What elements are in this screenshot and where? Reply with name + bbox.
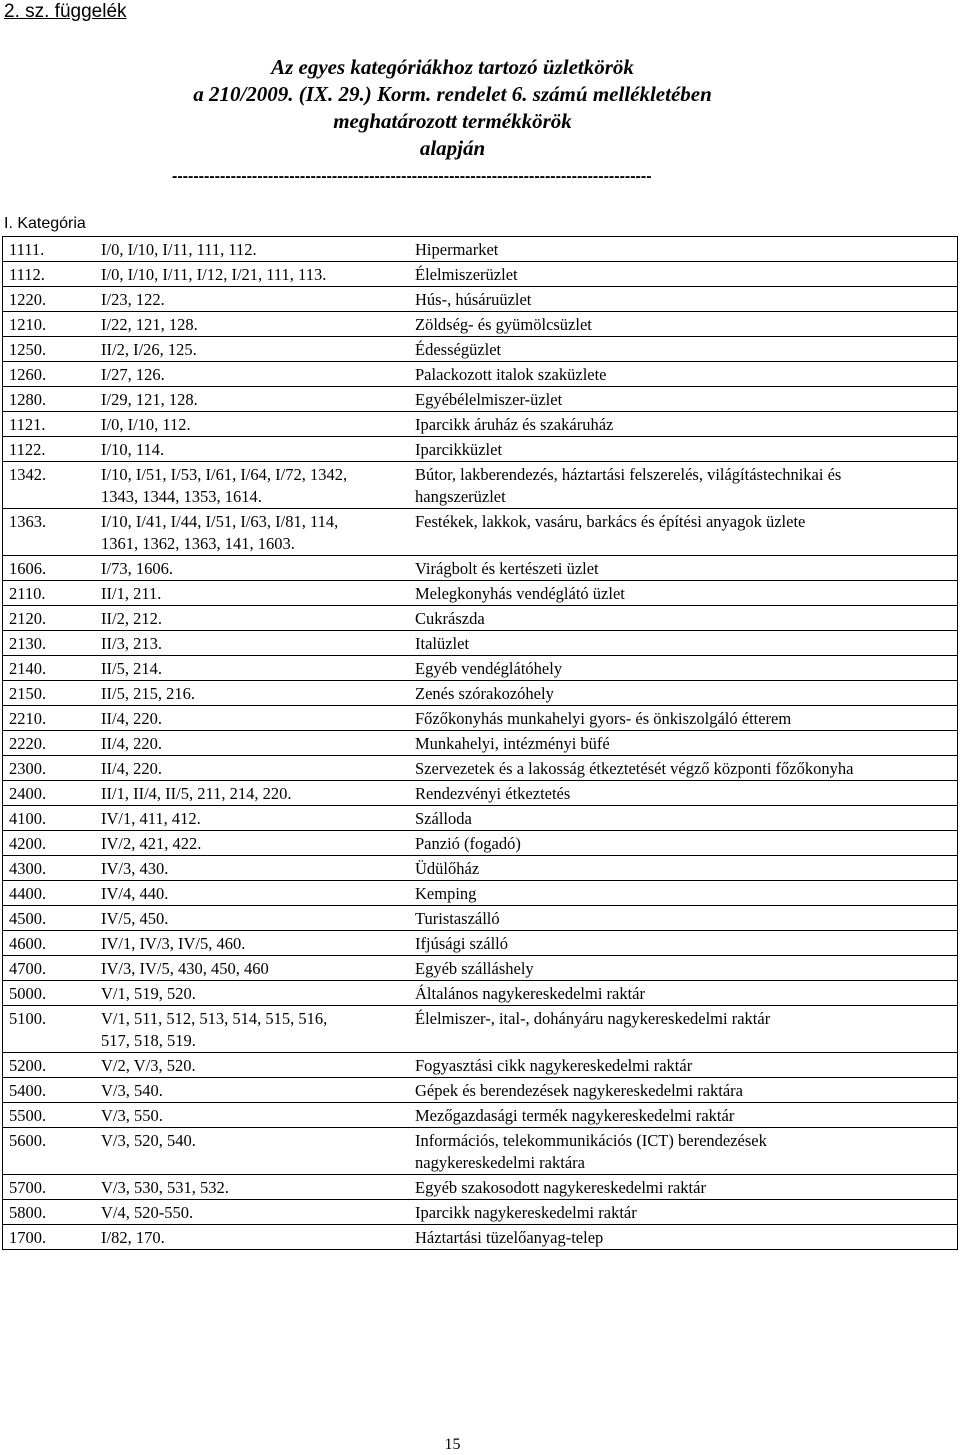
shop-type-line: nagykereskedelmi raktára <box>415 1153 585 1172</box>
table-row <box>3 337 958 362</box>
row-code-text: 1250. <box>9 340 47 359</box>
row-code-text: 5400. <box>9 1081 47 1100</box>
row-shop-type <box>405 1053 958 1078</box>
shop-type-line: Hipermarket <box>415 240 499 259</box>
row-shop-type <box>405 956 958 981</box>
category-table <box>2 236 958 1250</box>
shop-type-line: Mezőgazdasági termék nagykereskedelmi raktár <box>415 1106 735 1125</box>
title-line: Az egyes kategóriákhoz tartozó üzletkörök <box>271 55 634 79</box>
table-row <box>3 1053 958 1078</box>
row-product-groups <box>97 1006 405 1053</box>
title-line: alapján <box>419 136 486 160</box>
row-shop-type <box>405 631 958 656</box>
row-shop-type <box>405 1225 958 1250</box>
row-code <box>3 1103 98 1128</box>
row-product-groups <box>97 412 405 437</box>
shop-type-line: Egyéb szakosodott nagykereskedelmi raktár <box>415 1178 706 1197</box>
row-code-text: 1280. <box>9 390 47 409</box>
title-line: meghatározott termékkörök <box>333 109 572 133</box>
product-group-line: IV/1, IV/3, IV/5, 460. <box>101 934 246 953</box>
page-number: 15 <box>444 1436 461 1453</box>
table-row <box>3 462 958 509</box>
shop-type-line: Gépek és berendezések nagykereskedelmi raktára <box>415 1081 743 1100</box>
shop-type-line: Italüzlet <box>415 634 470 653</box>
row-product-groups <box>97 1078 405 1103</box>
row-code-text: 5800. <box>9 1203 47 1222</box>
row-shop-type <box>405 906 958 931</box>
row-code-text: 4200. <box>9 834 47 853</box>
row-code-text: 5700. <box>9 1178 47 1197</box>
row-code-text: 4100. <box>9 809 47 828</box>
row-code-text: 5100. <box>9 1009 47 1028</box>
shop-type-line: Palackozott italok szaküzlete <box>415 365 607 384</box>
row-code <box>3 681 98 706</box>
row-shop-type <box>405 462 958 509</box>
shop-type-line: Élelmiszerüzlet <box>415 265 518 284</box>
row-shop-type <box>405 337 958 362</box>
product-group-line: IV/1, 411, 412. <box>101 809 201 828</box>
product-group-line: V/4, 520-550. <box>101 1203 194 1222</box>
row-product-groups <box>97 237 405 262</box>
product-group-line: 1361, 1362, 1363, 141, 1603. <box>101 534 295 553</box>
row-code-text: 2130. <box>9 634 47 653</box>
row-code <box>3 956 98 981</box>
table-row <box>3 931 958 956</box>
product-group-line: I/22, 121, 128. <box>101 315 198 334</box>
table-row <box>3 681 958 706</box>
product-group-line: II/4, 220. <box>101 759 162 778</box>
row-shop-type <box>405 556 958 581</box>
row-shop-type <box>405 731 958 756</box>
row-product-groups <box>97 1225 405 1250</box>
row-code <box>3 437 98 462</box>
table-row <box>3 1200 958 1225</box>
row-code-text: 4500. <box>9 909 47 928</box>
row-code <box>3 606 98 631</box>
product-group-line: I/10, I/41, I/44, I/51, I/63, I/81, 114, <box>101 512 339 531</box>
table-row <box>3 1103 958 1128</box>
shop-type-line: Iparcikk áruház és szakáruház <box>415 415 614 434</box>
row-product-groups <box>97 606 405 631</box>
row-shop-type <box>405 1175 958 1200</box>
row-shop-type <box>405 287 958 312</box>
product-group-line: V/3, 530, 531, 532. <box>101 1178 229 1197</box>
row-shop-type <box>405 1006 958 1053</box>
row-product-groups <box>97 462 405 509</box>
row-code <box>3 881 98 906</box>
row-code-text: 2110. <box>9 584 46 603</box>
shop-type-line: Munkahelyi, intézményi büfé <box>415 734 610 753</box>
shop-type-line: Egyéb szálláshely <box>415 959 534 978</box>
row-code-text: 4400. <box>9 884 47 903</box>
row-code <box>3 1078 98 1103</box>
product-group-line: I/10, 114. <box>101 440 165 459</box>
table-row <box>3 856 958 881</box>
table-row <box>3 981 958 1006</box>
row-product-groups <box>97 981 405 1006</box>
row-code <box>3 1175 98 1200</box>
table-row <box>3 756 958 781</box>
row-code-text: 2210. <box>9 709 47 728</box>
product-group-line: II/5, 214. <box>101 659 162 678</box>
shop-type-line: hangszerüzlet <box>415 487 506 506</box>
row-product-groups <box>97 287 405 312</box>
row-code-text: 4700. <box>9 959 47 978</box>
row-product-groups <box>97 1128 405 1175</box>
shop-type-line: Iparcikk nagykereskedelmi raktár <box>415 1203 637 1222</box>
row-product-groups <box>97 906 405 931</box>
table-row <box>3 1128 958 1175</box>
table-row <box>3 781 958 806</box>
shop-type-line: Iparcikküzlet <box>415 440 503 459</box>
table-row <box>3 1175 958 1200</box>
row-shop-type <box>405 681 958 706</box>
row-shop-type <box>405 362 958 387</box>
product-group-line: V/1, 511, 512, 513, 514, 515, 516, <box>101 1009 328 1028</box>
table-row <box>3 237 958 262</box>
row-code-text: 5000. <box>9 984 47 1003</box>
product-group-line: I/82, 170. <box>101 1228 165 1247</box>
product-group-line: II/2, 212. <box>101 609 162 628</box>
row-product-groups <box>97 1103 405 1128</box>
row-product-groups <box>97 1200 405 1225</box>
row-shop-type <box>405 981 958 1006</box>
row-product-groups <box>97 831 405 856</box>
row-product-groups <box>97 631 405 656</box>
row-product-groups <box>97 956 405 981</box>
table-row <box>3 831 958 856</box>
row-product-groups <box>97 437 405 462</box>
product-group-line: IV/2, 421, 422. <box>101 834 202 853</box>
row-code <box>3 581 98 606</box>
row-product-groups <box>97 581 405 606</box>
row-code-text: 1112. <box>9 265 45 284</box>
product-group-line: 517, 518, 519. <box>101 1031 196 1050</box>
product-group-line: V/3, 540. <box>101 1081 163 1100</box>
product-group-line: I/27, 126. <box>101 365 165 384</box>
row-code-text: 1210. <box>9 315 47 334</box>
row-code-text: 1122. <box>9 440 46 459</box>
table-row <box>3 806 958 831</box>
shop-type-line: Egyéb vendéglátóhely <box>415 659 563 678</box>
row-code <box>3 981 98 1006</box>
product-group-line: II/4, 220. <box>101 734 162 753</box>
row-shop-type <box>405 437 958 462</box>
shop-type-line: Főzőkonyhás munkahelyi gyors- és önkiszolgáló étterem <box>415 709 792 728</box>
shop-type-line: Kemping <box>415 884 477 903</box>
shop-type-line: Zenés szórakozóhely <box>415 684 554 703</box>
row-product-groups <box>97 262 405 287</box>
dashed-separator: ------------------------------------------------------------------------------------------ <box>172 169 652 185</box>
row-shop-type <box>405 1200 958 1225</box>
shop-type-line: Információs, telekommunikációs (ICT) berendezések <box>415 1131 767 1150</box>
row-product-groups <box>97 1053 405 1078</box>
table-row <box>3 881 958 906</box>
row-code <box>3 1006 98 1053</box>
category-label: I. Kategória <box>4 215 86 232</box>
row-code-text: 2150. <box>9 684 47 703</box>
product-group-line: I/29, 121, 128. <box>101 390 198 409</box>
row-product-groups <box>97 731 405 756</box>
row-code-text: 2300. <box>9 759 47 778</box>
product-group-line: V/3, 520, 540. <box>101 1131 196 1150</box>
row-code-text: 1700. <box>9 1228 47 1247</box>
row-code <box>3 706 98 731</box>
row-product-groups <box>97 1175 405 1200</box>
row-code <box>3 287 98 312</box>
product-group-line: I/0, I/10, I/11, 111, 112. <box>101 240 257 259</box>
row-code-text: 1260. <box>9 365 47 384</box>
shop-type-line: Virágbolt és kertészeti üzlet <box>415 559 599 578</box>
shop-type-line: Fogyasztási cikk nagykereskedelmi raktár <box>415 1056 693 1075</box>
row-code <box>3 656 98 681</box>
product-group-line: I/73, 1606. <box>101 559 173 578</box>
product-group-line: II/2, I/26, 125. <box>101 340 197 359</box>
row-code-text: 5500. <box>9 1106 47 1125</box>
row-shop-type <box>405 656 958 681</box>
product-group-line: 1343, 1344, 1353, 1614. <box>101 487 262 506</box>
row-product-groups <box>97 881 405 906</box>
row-product-groups <box>97 681 405 706</box>
shop-type-line: Élelmiszer-, ital-, dohányáru nagykereskedelmi raktár <box>415 1009 771 1028</box>
row-code-text: 2220. <box>9 734 47 753</box>
row-shop-type <box>405 706 958 731</box>
row-code <box>3 362 98 387</box>
table-row <box>3 731 958 756</box>
row-product-groups <box>97 756 405 781</box>
table-row <box>3 706 958 731</box>
row-shop-type <box>405 756 958 781</box>
row-product-groups <box>97 856 405 881</box>
table-row <box>3 287 958 312</box>
row-code <box>3 262 98 287</box>
product-group-line: I/0, I/10, I/11, I/12, I/21, 111, 113. <box>101 265 327 284</box>
row-code-text: 1363. <box>9 512 47 531</box>
table-row <box>3 656 958 681</box>
row-code-text: 1121. <box>9 415 46 434</box>
shop-type-line: Édességüzlet <box>415 340 502 359</box>
table-row <box>3 581 958 606</box>
row-code <box>3 631 98 656</box>
product-group-line: I/0, I/10, 112. <box>101 415 191 434</box>
shop-type-line: Rendezvényi étkeztetés <box>415 784 571 803</box>
row-code-text: 2140. <box>9 659 47 678</box>
row-code <box>3 1128 98 1175</box>
table-row <box>3 1006 958 1053</box>
row-product-groups <box>97 312 405 337</box>
table-row <box>3 631 958 656</box>
shop-type-line: Szervezetek és a lakosság étkeztetését végző központi főzőkonyha <box>415 759 854 778</box>
shop-type-line: Szálloda <box>415 809 472 828</box>
row-code-text: 4300. <box>9 859 47 878</box>
row-code-text: 1606. <box>9 559 47 578</box>
product-group-line: I/10, I/51, I/53, I/61, I/64, I/72, 1342, <box>101 465 348 484</box>
row-code <box>3 1053 98 1078</box>
table-row <box>3 556 958 581</box>
table-row <box>3 956 958 981</box>
shop-type-line: Egyébélelmiszer-üzlet <box>415 390 563 409</box>
row-shop-type <box>405 581 958 606</box>
row-code <box>3 1225 98 1250</box>
table-row <box>3 362 958 387</box>
product-group-line: II/1, 211. <box>101 584 162 603</box>
row-shop-type <box>405 1128 958 1175</box>
row-code <box>3 337 98 362</box>
document-title <box>0 54 905 162</box>
row-code-text: 5200. <box>9 1056 47 1075</box>
row-shop-type <box>405 831 958 856</box>
row-code <box>3 412 98 437</box>
row-code <box>3 731 98 756</box>
row-shop-type <box>405 262 958 287</box>
row-product-groups <box>97 806 405 831</box>
product-group-line: IV/5, 450. <box>101 909 169 928</box>
shop-type-line: Hús-, húsáruüzlet <box>415 290 532 309</box>
table-row <box>3 906 958 931</box>
title-line: a 210/2009. (IX. 29.) Korm. rendelet 6. számú mellékletében <box>193 82 712 106</box>
row-product-groups <box>97 387 405 412</box>
row-code <box>3 462 98 509</box>
row-shop-type <box>405 387 958 412</box>
table-row <box>3 387 958 412</box>
shop-type-line: Háztartási tüzelőanyag-telep <box>415 1228 604 1247</box>
row-code-text: 1111. <box>9 240 45 259</box>
row-product-groups <box>97 706 405 731</box>
row-product-groups <box>97 556 405 581</box>
product-group-line: I/23, 122. <box>101 290 165 309</box>
row-shop-type <box>405 509 958 556</box>
row-code <box>3 387 98 412</box>
product-group-line: II/5, 215, 216. <box>101 684 195 703</box>
shop-type-line: Bútor, lakberendezés, háztartási felszerelés, világítástechnikai és <box>415 465 842 484</box>
row-code <box>3 856 98 881</box>
row-code-text: 1220. <box>9 290 47 309</box>
row-product-groups <box>97 781 405 806</box>
row-code <box>3 756 98 781</box>
product-group-line: IV/4, 440. <box>101 884 169 903</box>
product-group-line: II/1, II/4, II/5, 211, 214, 220. <box>101 784 292 803</box>
row-code-text: 2400. <box>9 784 47 803</box>
row-code <box>3 312 98 337</box>
row-code-text: 2120. <box>9 609 47 628</box>
row-shop-type <box>405 1078 958 1103</box>
shop-type-line: Turistaszálló <box>415 909 500 928</box>
product-group-line: V/2, V/3, 520. <box>101 1056 196 1075</box>
row-shop-type <box>405 931 958 956</box>
shop-type-line: Zöldség- és gyümölcsüzlet <box>415 315 592 334</box>
row-product-groups <box>97 656 405 681</box>
row-code <box>3 781 98 806</box>
row-code <box>3 1200 98 1225</box>
shop-type-line: Általános nagykereskedelmi raktár <box>415 984 645 1003</box>
table-row <box>3 437 958 462</box>
row-shop-type <box>405 781 958 806</box>
shop-type-line: Cukrászda <box>415 609 485 628</box>
row-code-text: 1342. <box>9 465 47 484</box>
row-shop-type <box>405 1103 958 1128</box>
table-row <box>3 312 958 337</box>
product-group-line: V/1, 519, 520. <box>101 984 196 1003</box>
row-code <box>3 831 98 856</box>
row-shop-type <box>405 856 958 881</box>
product-group-line: V/3, 550. <box>101 1106 163 1125</box>
row-product-groups <box>97 337 405 362</box>
row-shop-type <box>405 806 958 831</box>
row-shop-type <box>405 881 958 906</box>
row-shop-type <box>405 312 958 337</box>
row-code-text: 5600. <box>9 1131 47 1150</box>
table-row <box>3 412 958 437</box>
shop-type-line: Panzió (fogadó) <box>415 834 521 853</box>
product-group-line: IV/3, 430. <box>101 859 169 878</box>
row-code <box>3 806 98 831</box>
table-row <box>3 606 958 631</box>
appendix-label: 2. sz. függelék <box>4 1 127 22</box>
product-group-line: IV/3, IV/5, 430, 450, 460 <box>101 959 269 978</box>
product-group-line: II/3, 213. <box>101 634 162 653</box>
row-code-text: 4600. <box>9 934 47 953</box>
shop-type-line: Festékek, lakkok, vasáru, barkács és építési anyagok üzlete <box>415 512 806 531</box>
row-shop-type <box>405 412 958 437</box>
shop-type-line: Üdülőház <box>415 859 480 878</box>
row-code <box>3 931 98 956</box>
row-code <box>3 509 98 556</box>
row-product-groups <box>97 509 405 556</box>
table-row <box>3 509 958 556</box>
table-row <box>3 1078 958 1103</box>
row-product-groups <box>97 362 405 387</box>
shop-type-line: Melegkonyhás vendéglátó üzlet <box>415 584 625 603</box>
table-row <box>3 262 958 287</box>
shop-type-line: Ifjúsági szálló <box>415 934 509 953</box>
row-code <box>3 906 98 931</box>
table-row <box>3 1225 958 1250</box>
row-shop-type <box>405 237 958 262</box>
row-product-groups <box>97 931 405 956</box>
row-code <box>3 237 98 262</box>
row-shop-type <box>405 606 958 631</box>
product-group-line: II/4, 220. <box>101 709 162 728</box>
row-code <box>3 556 98 581</box>
